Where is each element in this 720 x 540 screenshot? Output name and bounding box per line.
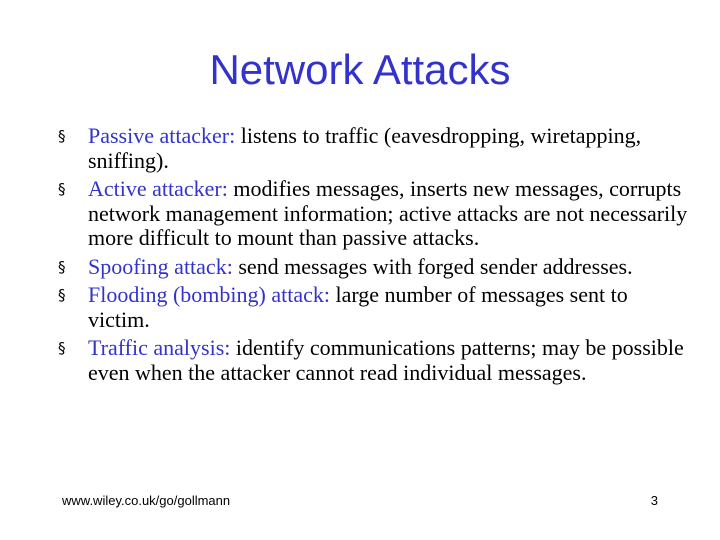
bullet-item xyxy=(58,283,688,332)
bullet-item xyxy=(58,255,688,280)
bullet-term: Flooding (bombing) attack: xyxy=(88,282,330,307)
bullet-marker-icon: § xyxy=(58,257,66,276)
page-number: 3 xyxy=(650,493,658,508)
footer-url: www.wiley.co.uk/go/gollmann xyxy=(62,493,231,508)
bullet-term: Active attacker: xyxy=(88,176,228,201)
bullet-marker-icon: § xyxy=(58,286,66,304)
bullet-item xyxy=(58,177,688,251)
bullet-term: Spoofing attack: xyxy=(88,253,233,279)
bullet-marker-icon: § xyxy=(58,339,66,357)
bullet-item xyxy=(58,124,688,173)
bullet-item xyxy=(58,336,688,385)
bullet-term: Traffic analysis: xyxy=(88,335,231,360)
bullet-text: modifies messages, inserts new messages, corrupts network management information; active attacks are not necessarily more difficult to mount than passive attacks. xyxy=(88,176,688,250)
bullet-text: large number of messages sent to victim. xyxy=(88,282,628,332)
bullet-text: listens to traffic (eavesdropping, wiretapping, sniffing). xyxy=(88,123,642,173)
bullet-list xyxy=(58,124,688,389)
bullet-marker-icon: § xyxy=(58,180,66,198)
bullet-marker-icon: § xyxy=(58,127,66,145)
slide-title: Network Attacks xyxy=(209,46,511,93)
bullet-term: Passive attacker: xyxy=(88,123,236,148)
bullet-text: identify communications patterns; may be possible even when the attacker cannot read individual messages. xyxy=(88,335,684,385)
bullet-text: send messages with forged sender addresses. xyxy=(232,253,633,279)
